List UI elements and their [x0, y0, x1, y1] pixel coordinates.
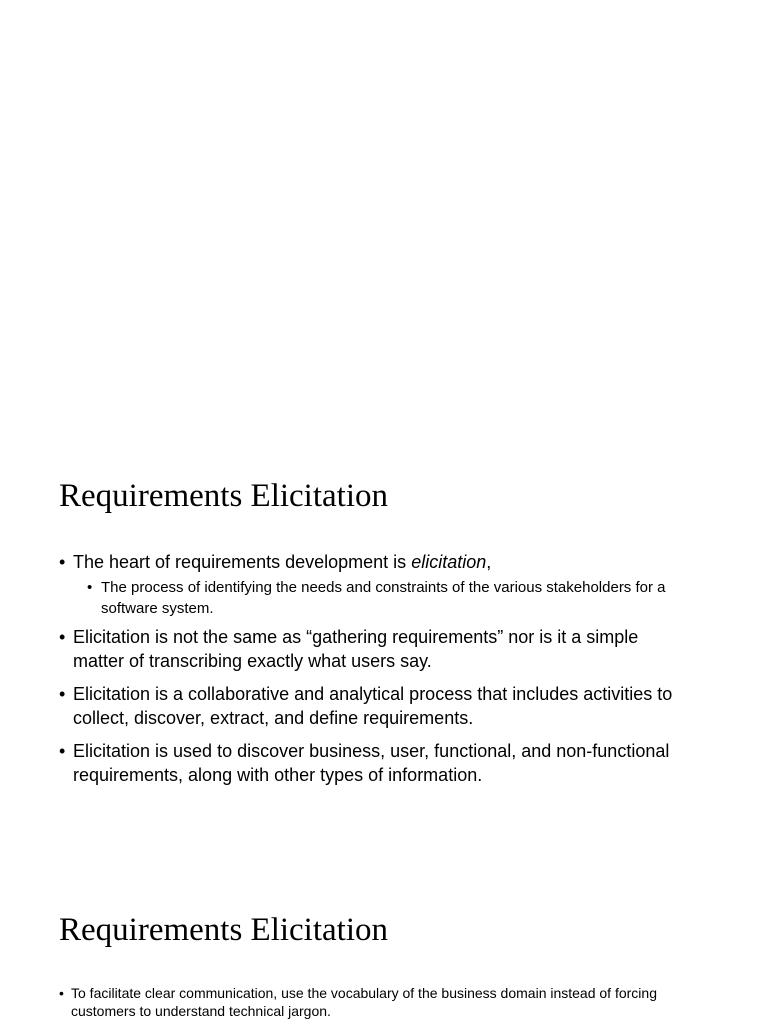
- bullet-text: The heart of requirements development is: [73, 552, 412, 572]
- sub-bullet-item: • The process of identifying the needs and constraints of the various stakeholders for a software system.: [59, 577, 711, 619]
- bullet-text-tail: ,: [486, 552, 492, 572]
- bullet-item: • Elicitation is used to discover business, user, functional, and non-functional requirements, along with other types of information.: [59, 739, 679, 787]
- bullet-item: • Elicitation is not the same as “gathering requirements” nor is it a simple matter of transcribing exactly what users say.: [59, 625, 679, 673]
- bullet-item: [59, 550, 679, 574]
- emphasis-text: elicitation: [411, 552, 487, 572]
- slide-title: Requirements Elicitation: [59, 478, 389, 514]
- slide-title: Requirements Elicitation: [59, 912, 389, 948]
- bullet-item: • Elicitation is a collaborative and analytical process that includes activities to collect, discover, extract, and define requirements.: [59, 682, 679, 730]
- bullet-list: [59, 984, 679, 1020]
- bullet-list: [59, 550, 679, 787]
- bullet-item: • To facilitate clear communication, use the vocabulary of the business domain instead of forcing customers to understand technical jargon.: [59, 984, 679, 1020]
